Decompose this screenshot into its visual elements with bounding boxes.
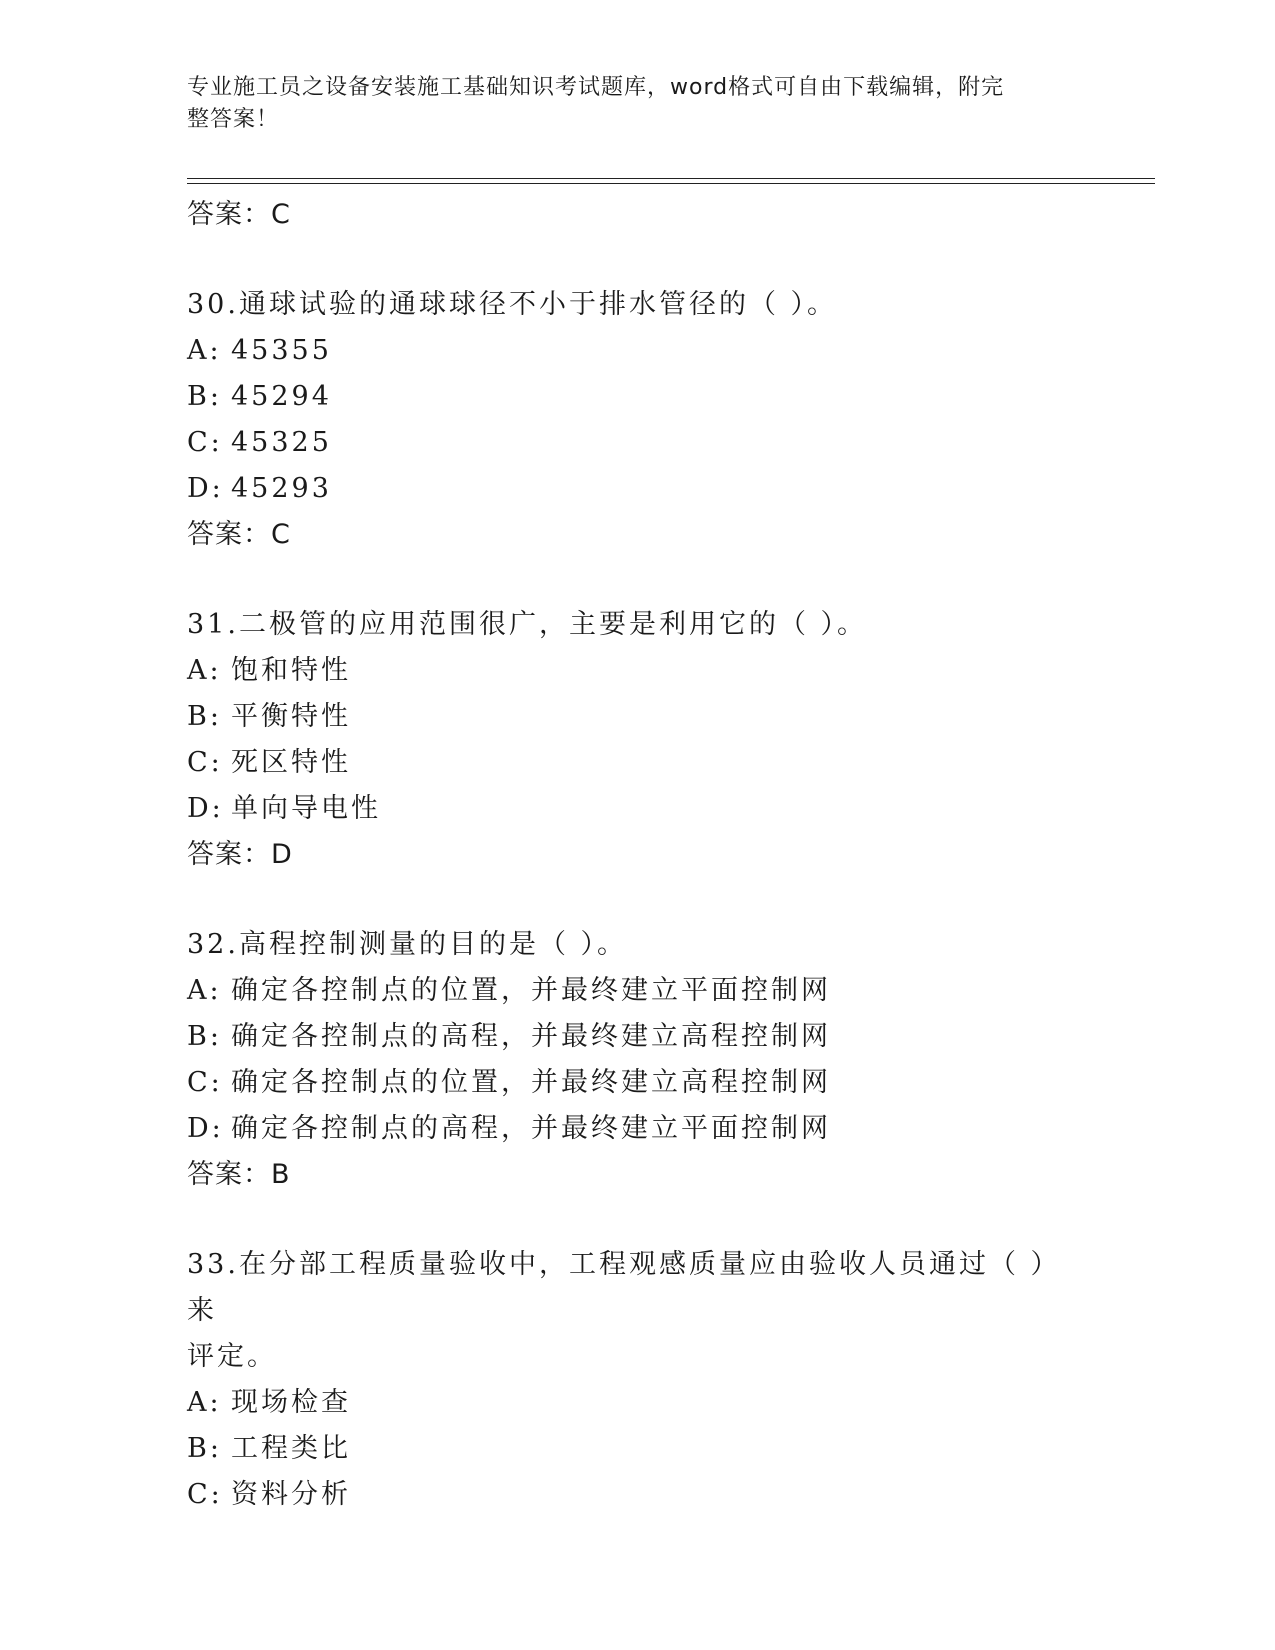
question-title: 32.高程控制测量的目的是（ ）。 [187,929,628,960]
option-text: 45293 [231,473,332,504]
option-key: A: [187,335,222,366]
option-key: B: [187,1021,222,1052]
option-d [187,1106,1067,1152]
option-text: 平衡特性 [231,701,351,732]
question-31 [187,602,1067,878]
option-a [187,648,1067,694]
answer-line: 答案：C [187,199,291,230]
question-title-line-1: 33.在分部工程质量验收中，工程观感质量应由验收人员通过（ ）来 [187,1249,1048,1326]
option-b [187,374,1067,420]
option-key: B: [187,1433,222,1464]
option-b [187,694,1067,740]
option-key: B: [187,381,222,412]
option-text: 45355 [231,335,332,366]
answer-line: 答案：B [187,1159,291,1190]
option-key: A: [187,655,222,686]
option-c [187,1472,1067,1518]
option-text: 45294 [231,381,332,412]
option-key: B: [187,701,222,732]
question-list [187,192,1067,1518]
option-text: 45325 [231,427,332,458]
option-b [187,1426,1067,1472]
option-key: A: [187,1387,222,1418]
answer-line: 答案：D [187,839,293,870]
option-c [187,740,1067,786]
option-text: 确定各控制点的高程，并最终建立平面控制网 [231,1113,831,1144]
option-text: 资料分析 [231,1479,351,1510]
header-line-2: 整答案！ [187,107,280,132]
option-key: D: [187,1113,224,1144]
option-text: 单向导电性 [231,793,381,824]
option-text: 确定各控制点的高程，并最终建立高程控制网 [231,1021,831,1052]
option-c [187,1060,1067,1106]
answer-line: 答案：C [187,519,291,550]
option-c [187,420,1067,466]
option-text: 工程类比 [231,1433,351,1464]
question-33 [187,1242,1067,1518]
header-line-1: 专业施工员之设备安装施工基础知识考试题库，word格式可自由下载编辑，附完 [187,75,1005,100]
question-title [187,1242,1057,1380]
question-title: 30.通球试验的通球球径不小于排水管径的（ ）。 [187,289,838,320]
option-text: 死区特性 [231,747,351,778]
question-32 [187,922,1067,1198]
option-key: D: [187,793,224,824]
option-a [187,1380,1067,1426]
option-b [187,1014,1067,1060]
document-header [187,72,1067,136]
option-text: 确定各控制点的位置，并最终建立平面控制网 [231,975,831,1006]
option-key: C: [187,1067,223,1098]
option-key: C: [187,1479,223,1510]
question-title-line-2: 评定。 [187,1341,277,1372]
option-key: D: [187,473,224,504]
option-a [187,328,1067,374]
header-divider-top [187,178,1155,179]
option-key: C: [187,427,223,458]
option-d [187,466,1067,512]
question-title: 31.二极管的应用范围很广，主要是利用它的（ ）。 [187,609,868,640]
option-text: 饱和特性 [231,655,351,686]
header-divider-bottom [187,183,1155,184]
option-key: A: [187,975,222,1006]
option-d [187,786,1067,832]
option-text: 确定各控制点的位置，并最终建立高程控制网 [231,1067,831,1098]
option-text: 现场检查 [231,1387,351,1418]
option-key: C: [187,747,223,778]
option-a [187,968,1067,1014]
question-30 [187,282,1067,558]
